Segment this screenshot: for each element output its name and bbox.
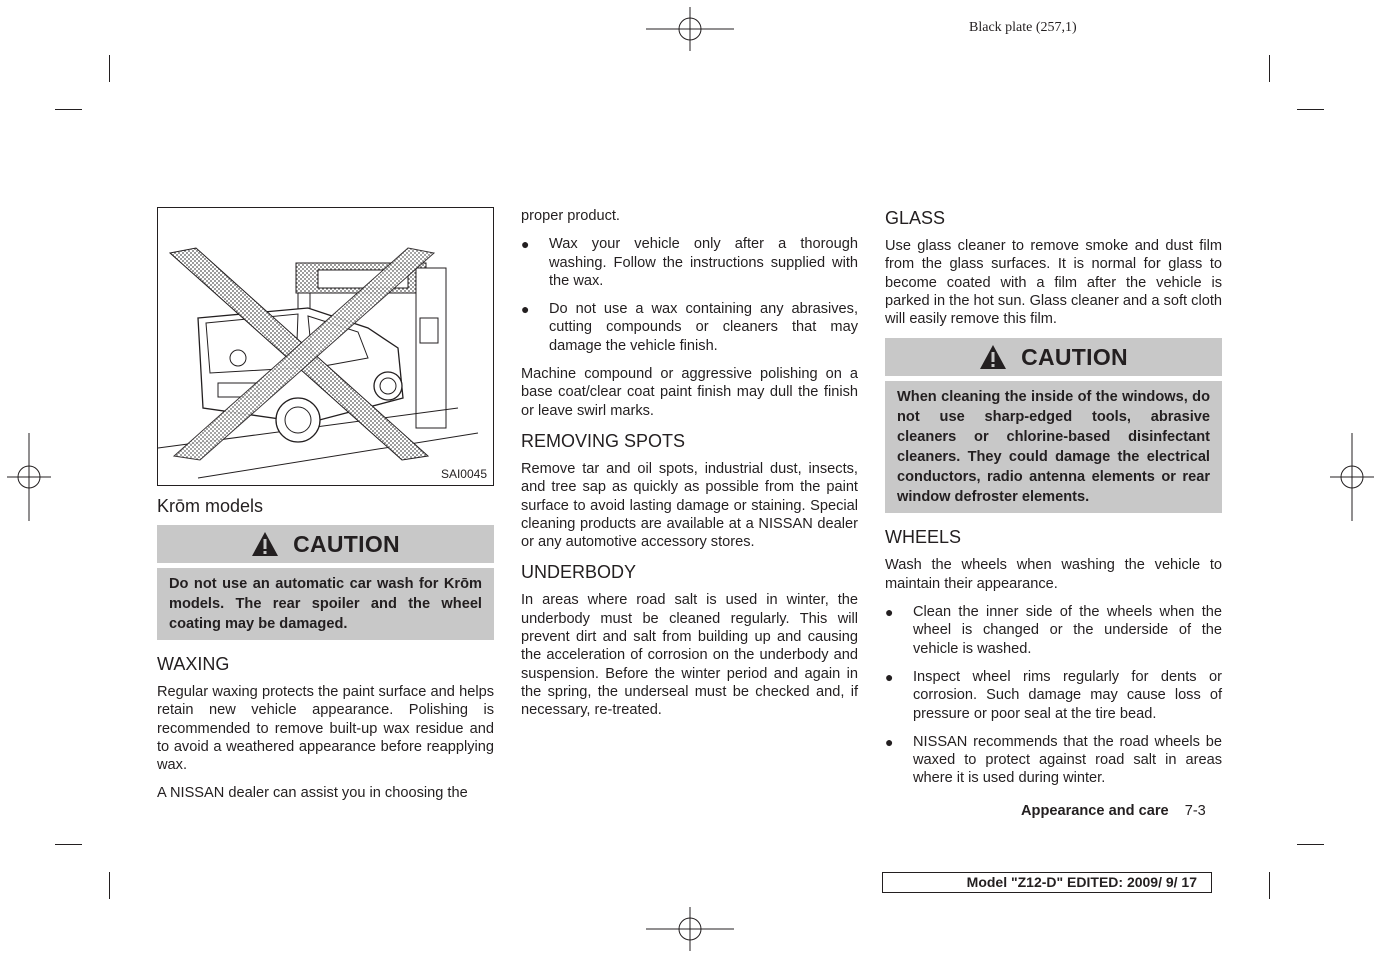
wheels-paragraph: Wash the wheels when washing the vehicle to maintain their appearance. bbox=[885, 557, 1222, 592]
model-edited-box: Model "Z12-D" EDITED: 2009/ 9/ 17 bbox=[882, 872, 1212, 893]
caution-header bbox=[157, 525, 494, 563]
waxing-dealer-paragraph: A NISSAN dealer can assist you in choosing the bbox=[157, 785, 468, 802]
car-wash-illustration bbox=[157, 207, 494, 486]
caution-text: When cleaning the inside of the windows, do not use sharp-edged tools, abrasive cleaners or chlorine-based disinfectant cleaners. They could damage the electrical conductors, radio antenna elements or rear window defroster elements. bbox=[885, 381, 1222, 513]
car-wash-drawing bbox=[158, 208, 493, 485]
removing-spots-paragraph: Remove tar and oil spots, industrial dust, insects, and tree sap as quickly as possible from the paint surface to avoid lasting damage or staining. Special cleaning products are available at a NISSAN dealer or any automotive accessory stores. bbox=[521, 460, 858, 551]
bullet-icon: ● bbox=[885, 733, 894, 750]
glass-heading: GLASS bbox=[885, 208, 946, 228]
warning-triangle-icon bbox=[979, 344, 1007, 370]
glass-paragraph: Use glass cleaner to remove smoke and dust film from the glass surfaces. It is normal for glass to become coated with a film after the vehicle is parked in the hot sun. Glass cleaner and a soft cloth will easily remove this film. bbox=[885, 238, 1222, 328]
wheels-heading: WHEELS bbox=[885, 527, 962, 548]
figure-caption: Krōm models bbox=[157, 496, 264, 516]
bullet-icon: ● bbox=[885, 604, 894, 621]
machine-compound-paragraph: Machine compound or aggressive polishing on a base coat/clear coat paint finish may dull the finish or leave swirl marks. bbox=[521, 366, 858, 419]
list-item: ● Inspect wheel rims regularly for dents or corrosion. Such damage may cause loss of pressure or poor seal at the tire bead. bbox=[885, 668, 1222, 722]
section-title: Appearance and care bbox=[1021, 803, 1169, 819]
plate-label: Black plate (257,1) bbox=[969, 20, 1077, 35]
list-item: ● Wax your vehicle only after a thorough washing. Follow the instructions supplied with the wax. bbox=[521, 236, 858, 289]
bullet-icon: ● bbox=[885, 668, 894, 685]
bullet-icon: ● bbox=[521, 301, 530, 318]
list-item: ● Do not use a wax containing any abrasives, cutting compounds or cleaners that may damage the vehicle finish. bbox=[521, 301, 858, 354]
waxing-heading: WAXING bbox=[157, 654, 230, 674]
page-number: 7-3 bbox=[1184, 803, 1206, 819]
caution-title: CAUTION bbox=[1021, 343, 1128, 370]
list-item: ● NISSAN recommends that the road wheels be waxed to protect against road salt in areas where it is used during winter. bbox=[885, 733, 1222, 787]
caution-box bbox=[885, 338, 1222, 513]
column-3 bbox=[885, 207, 1222, 798]
underbody-paragraph: In areas where road salt is used in winter, the underbody must be cleaned regularly. This will prevent dirt and salt from building up and causing the acceleration of corrosion on the underbody and suspension. Before the winter period and again in the spring, the underseal must be checked and, if necessary, re-treated. bbox=[521, 592, 858, 719]
continued-text: proper product. bbox=[521, 208, 620, 224]
caution-title: CAUTION bbox=[293, 530, 400, 557]
figure-code: SAI0045 bbox=[440, 467, 487, 481]
list-item: ● Clean the inner side of the wheels when the wheel is changed or the underside of the vehicle is washed. bbox=[885, 604, 1222, 657]
caution-header bbox=[885, 338, 1222, 376]
wheels-bullet-list bbox=[885, 603, 1222, 788]
underbody-heading: UNDERBODY bbox=[521, 562, 637, 583]
wax-bullet-list bbox=[521, 235, 858, 355]
caution-text: Do not use an automatic car wash for Krōm models. The rear spoiler and the wheel coating may be damaged. bbox=[157, 568, 494, 640]
registration-mark-left bbox=[7, 433, 51, 521]
registration-mark-right bbox=[1330, 433, 1374, 521]
bullet-icon: ● bbox=[521, 236, 530, 253]
column-2 bbox=[521, 207, 858, 730]
registration-mark-bottom bbox=[646, 907, 734, 951]
column-1 bbox=[157, 207, 494, 813]
warning-triangle-icon bbox=[251, 531, 279, 557]
caution-box bbox=[157, 525, 494, 640]
waxing-paragraph: Regular waxing protects the paint surface and helps retain new vehicle appearance. Polishing is recommended to remove built-up wax residue and to avoid a weathered appearance before reapplying wax. bbox=[157, 684, 494, 774]
page-footer bbox=[1021, 803, 1206, 819]
registration-mark-top bbox=[646, 7, 734, 51]
removing-spots-heading: REMOVING SPOTS bbox=[521, 430, 686, 451]
